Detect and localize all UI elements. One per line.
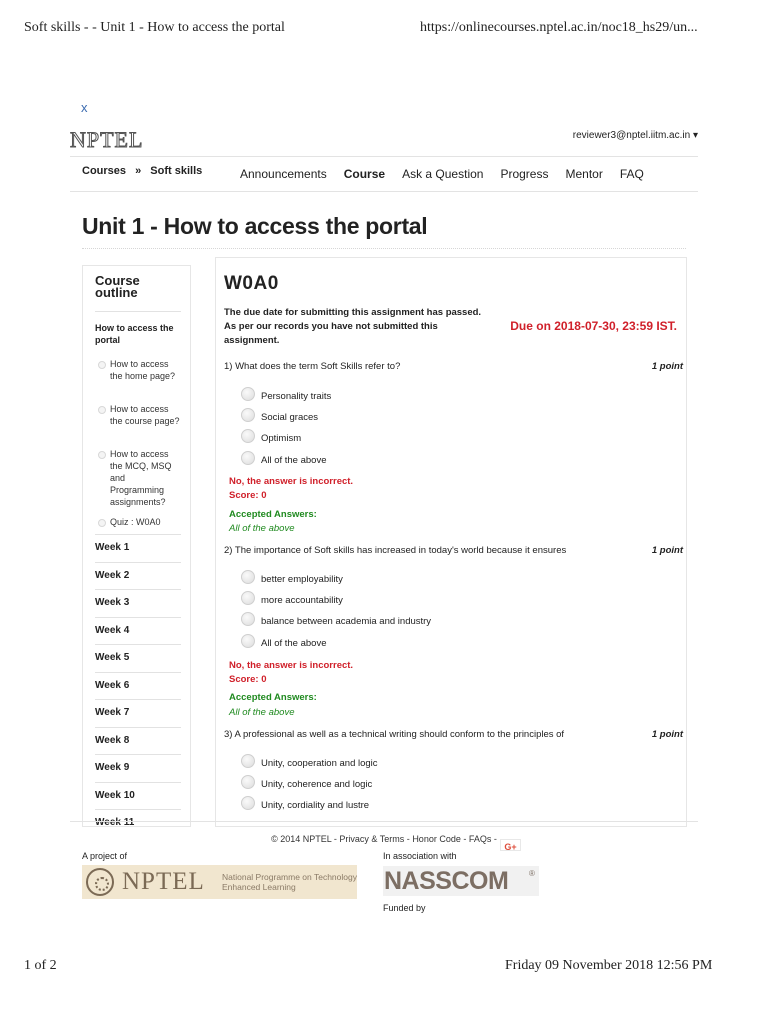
- sidebar-subitem-assignments[interactable]: How to access the MCQ, MSQ and Programming assignments?: [110, 448, 180, 508]
- tab-course[interactable]: Course: [343, 167, 386, 181]
- sidebar-item-week-10[interactable]: Week 10: [95, 790, 135, 801]
- nasscom-wordmark: NASSCOM: [384, 867, 509, 895]
- sidebar-item-week-4[interactable]: Week 4: [95, 625, 130, 636]
- question-1-score: Score: 0: [229, 490, 267, 501]
- question-1-accepted-answer: All of the above: [229, 523, 295, 534]
- nptel-logo[interactable]: NPTEL: [70, 127, 144, 152]
- course-nav-bar: [70, 156, 698, 192]
- footer-separator: -: [493, 834, 497, 844]
- sidebar-subitem-home-page[interactable]: How to access the home page?: [110, 358, 180, 382]
- question-1-option-1[interactable]: Personality traits: [241, 391, 331, 402]
- radio-button[interactable]: [241, 754, 255, 768]
- assignment-panel: [215, 257, 687, 827]
- page-title: Unit 1 - How to access the portal: [82, 213, 428, 239]
- radio-button[interactable]: [241, 796, 255, 810]
- tab-faq[interactable]: FAQ: [619, 167, 644, 181]
- user-menu[interactable]: [573, 130, 698, 141]
- sidebar-item-week-8[interactable]: Week 8: [95, 735, 130, 746]
- divider: [95, 672, 181, 673]
- sidebar-item-week-1[interactable]: Week 1: [95, 542, 130, 553]
- divider: [95, 754, 181, 755]
- question-3-option-2[interactable]: Unity, coherence and logic: [241, 779, 372, 790]
- copyright-text: © 2014 NPTEL -: [271, 834, 337, 844]
- course-outline-sidebar: [82, 265, 191, 827]
- question-1-points: 1 point: [651, 361, 683, 372]
- question-1-text: 1) What does the term Soft Skills refer to?: [224, 361, 401, 372]
- radio-button[interactable]: [241, 408, 255, 422]
- nptel-emblem-icon: [86, 868, 114, 896]
- question-2-text: 2) The importance of Soft skills has increased in today's world because it ensures: [224, 545, 567, 556]
- tab-ask-a-question[interactable]: Ask a Question: [402, 167, 484, 181]
- question-1-option-3[interactable]: Optimism: [241, 433, 301, 444]
- due-passed-text: The due date for submitting this assignment has passed.: [224, 307, 482, 318]
- nasscom-logo[interactable]: [383, 866, 539, 896]
- footer-links: [0, 834, 768, 844]
- question-1-accepted-label: Accepted Answers:: [229, 509, 317, 520]
- question-1-option-2[interactable]: Social graces: [241, 412, 318, 423]
- tab-progress[interactable]: Progress: [500, 167, 549, 181]
- user-email: reviewer3@nptel.iitm.ac.in: [572, 130, 691, 141]
- sidebar-item-week-11[interactable]: Week 11: [95, 817, 135, 827]
- question-2-option-4[interactable]: All of the above: [241, 638, 327, 649]
- funded-by-label: Funded by: [383, 903, 426, 913]
- project-of-label: A project of: [82, 851, 128, 861]
- radio-button[interactable]: [241, 775, 255, 789]
- footer-divider: [70, 821, 698, 822]
- footer-separator: -: [463, 834, 467, 844]
- nav-tabs: [240, 167, 661, 181]
- divider: [95, 311, 181, 312]
- sidebar-item-week-6[interactable]: Week 6: [95, 680, 130, 691]
- sidebar-item-week-9[interactable]: Week 9: [95, 762, 130, 773]
- question-2-option-1[interactable]: better employability: [241, 574, 343, 585]
- faqs-link[interactable]: FAQs: [468, 834, 492, 844]
- divider: [95, 562, 181, 563]
- radio-button[interactable]: [241, 429, 255, 443]
- sidebar-item-week-5[interactable]: Week 5: [95, 652, 130, 663]
- sidebar-item-week-7[interactable]: Week 7: [95, 707, 130, 718]
- question-2-option-2[interactable]: more accountability: [241, 595, 343, 606]
- divider: [95, 809, 181, 810]
- assignment-title: W0A0: [224, 273, 279, 294]
- radio-button[interactable]: [241, 387, 255, 401]
- chevron-down-icon: ▾: [692, 130, 698, 141]
- question-2-score: Score: 0: [229, 674, 267, 685]
- due-date: Due on 2018-07-30, 23:59 IST.: [510, 319, 677, 333]
- sidebar-item-week-2[interactable]: Week 2: [95, 570, 130, 581]
- sidebar-unit-item[interactable]: How to access the portal: [95, 323, 174, 345]
- sidebar-item-week-3[interactable]: Week 3: [95, 597, 130, 608]
- privacy-terms-link[interactable]: Privacy & Terms: [339, 834, 405, 844]
- radio-button[interactable]: [241, 634, 255, 648]
- tab-mentor[interactable]: Mentor: [565, 167, 603, 181]
- nptel-wordmark: NPTEL: [122, 868, 205, 895]
- question-1-option-4[interactable]: All of the above: [241, 455, 327, 466]
- question-3-text: 3) A professional as well as a technical writing should conform to the principles of: [224, 729, 565, 740]
- radio-button[interactable]: [241, 451, 255, 465]
- print-datetime: Friday 09 November 2018 12:56 PM: [505, 958, 713, 973]
- sidebar-subitem-course-page[interactable]: How to access the course page?: [110, 404, 180, 426]
- radio-button[interactable]: [241, 570, 255, 584]
- registered-mark: ®: [529, 869, 535, 878]
- question-2-option-3[interactable]: balance between academia and industry: [241, 616, 431, 627]
- question-2-feedback: No, the answer is incorrect.: [229, 660, 354, 671]
- print-url: https://onlinecourses.nptel.ac.in/noc18_hs29/un...: [420, 20, 698, 35]
- association-label: In association with: [383, 851, 457, 861]
- sidebar-heading: Course outline: [95, 273, 140, 300]
- honor-code-link[interactable]: Honor Code: [412, 834, 461, 844]
- question-2-accepted-answer: All of the above: [229, 707, 295, 718]
- sidebar-subitem-quiz[interactable]: Quiz : W0A0: [110, 516, 180, 528]
- question-3-points: 1 point: [651, 729, 683, 740]
- divider: [95, 699, 181, 700]
- nptel-tagline: National Programme on Technology Enhanced Learning: [222, 872, 357, 892]
- divider: [95, 644, 181, 645]
- breadcrumb: [82, 165, 208, 177]
- title-divider: [82, 248, 686, 249]
- footer-separator: -: [406, 834, 410, 844]
- breadcrumb-courses[interactable]: Courses: [82, 165, 127, 177]
- question-2-accepted-label: Accepted Answers:: [229, 692, 317, 703]
- google-plus-icon[interactable]: G+: [500, 839, 521, 851]
- radio-button[interactable]: [241, 612, 255, 626]
- due-note: [224, 306, 494, 348]
- question-3-option-3[interactable]: Unity, cordiality and lustre: [241, 800, 369, 811]
- divider: [95, 617, 181, 618]
- nptel-banner-logo[interactable]: [82, 865, 357, 899]
- tab-announcements[interactable]: Announcements: [240, 167, 327, 181]
- close-button[interactable]: x: [81, 100, 88, 115]
- question-2-points: 1 point: [651, 545, 683, 556]
- breadcrumb-separator: »: [135, 165, 142, 177]
- divider: [95, 782, 181, 783]
- print-page-number: 1 of 2: [24, 958, 57, 973]
- divider: [95, 727, 181, 728]
- question-1-feedback: No, the answer is incorrect.: [229, 476, 354, 487]
- breadcrumb-soft-skills[interactable]: Soft skills: [150, 165, 203, 177]
- divider: [95, 589, 181, 590]
- not-submitted-text: As per our records you have not submitted this assignment.: [224, 321, 438, 346]
- print-page-title: Soft skills - - Unit 1 - How to access the portal: [24, 20, 285, 35]
- question-3-option-1[interactable]: Unity, cooperation and logic: [241, 758, 378, 769]
- divider: [95, 534, 181, 535]
- radio-button[interactable]: [241, 591, 255, 605]
